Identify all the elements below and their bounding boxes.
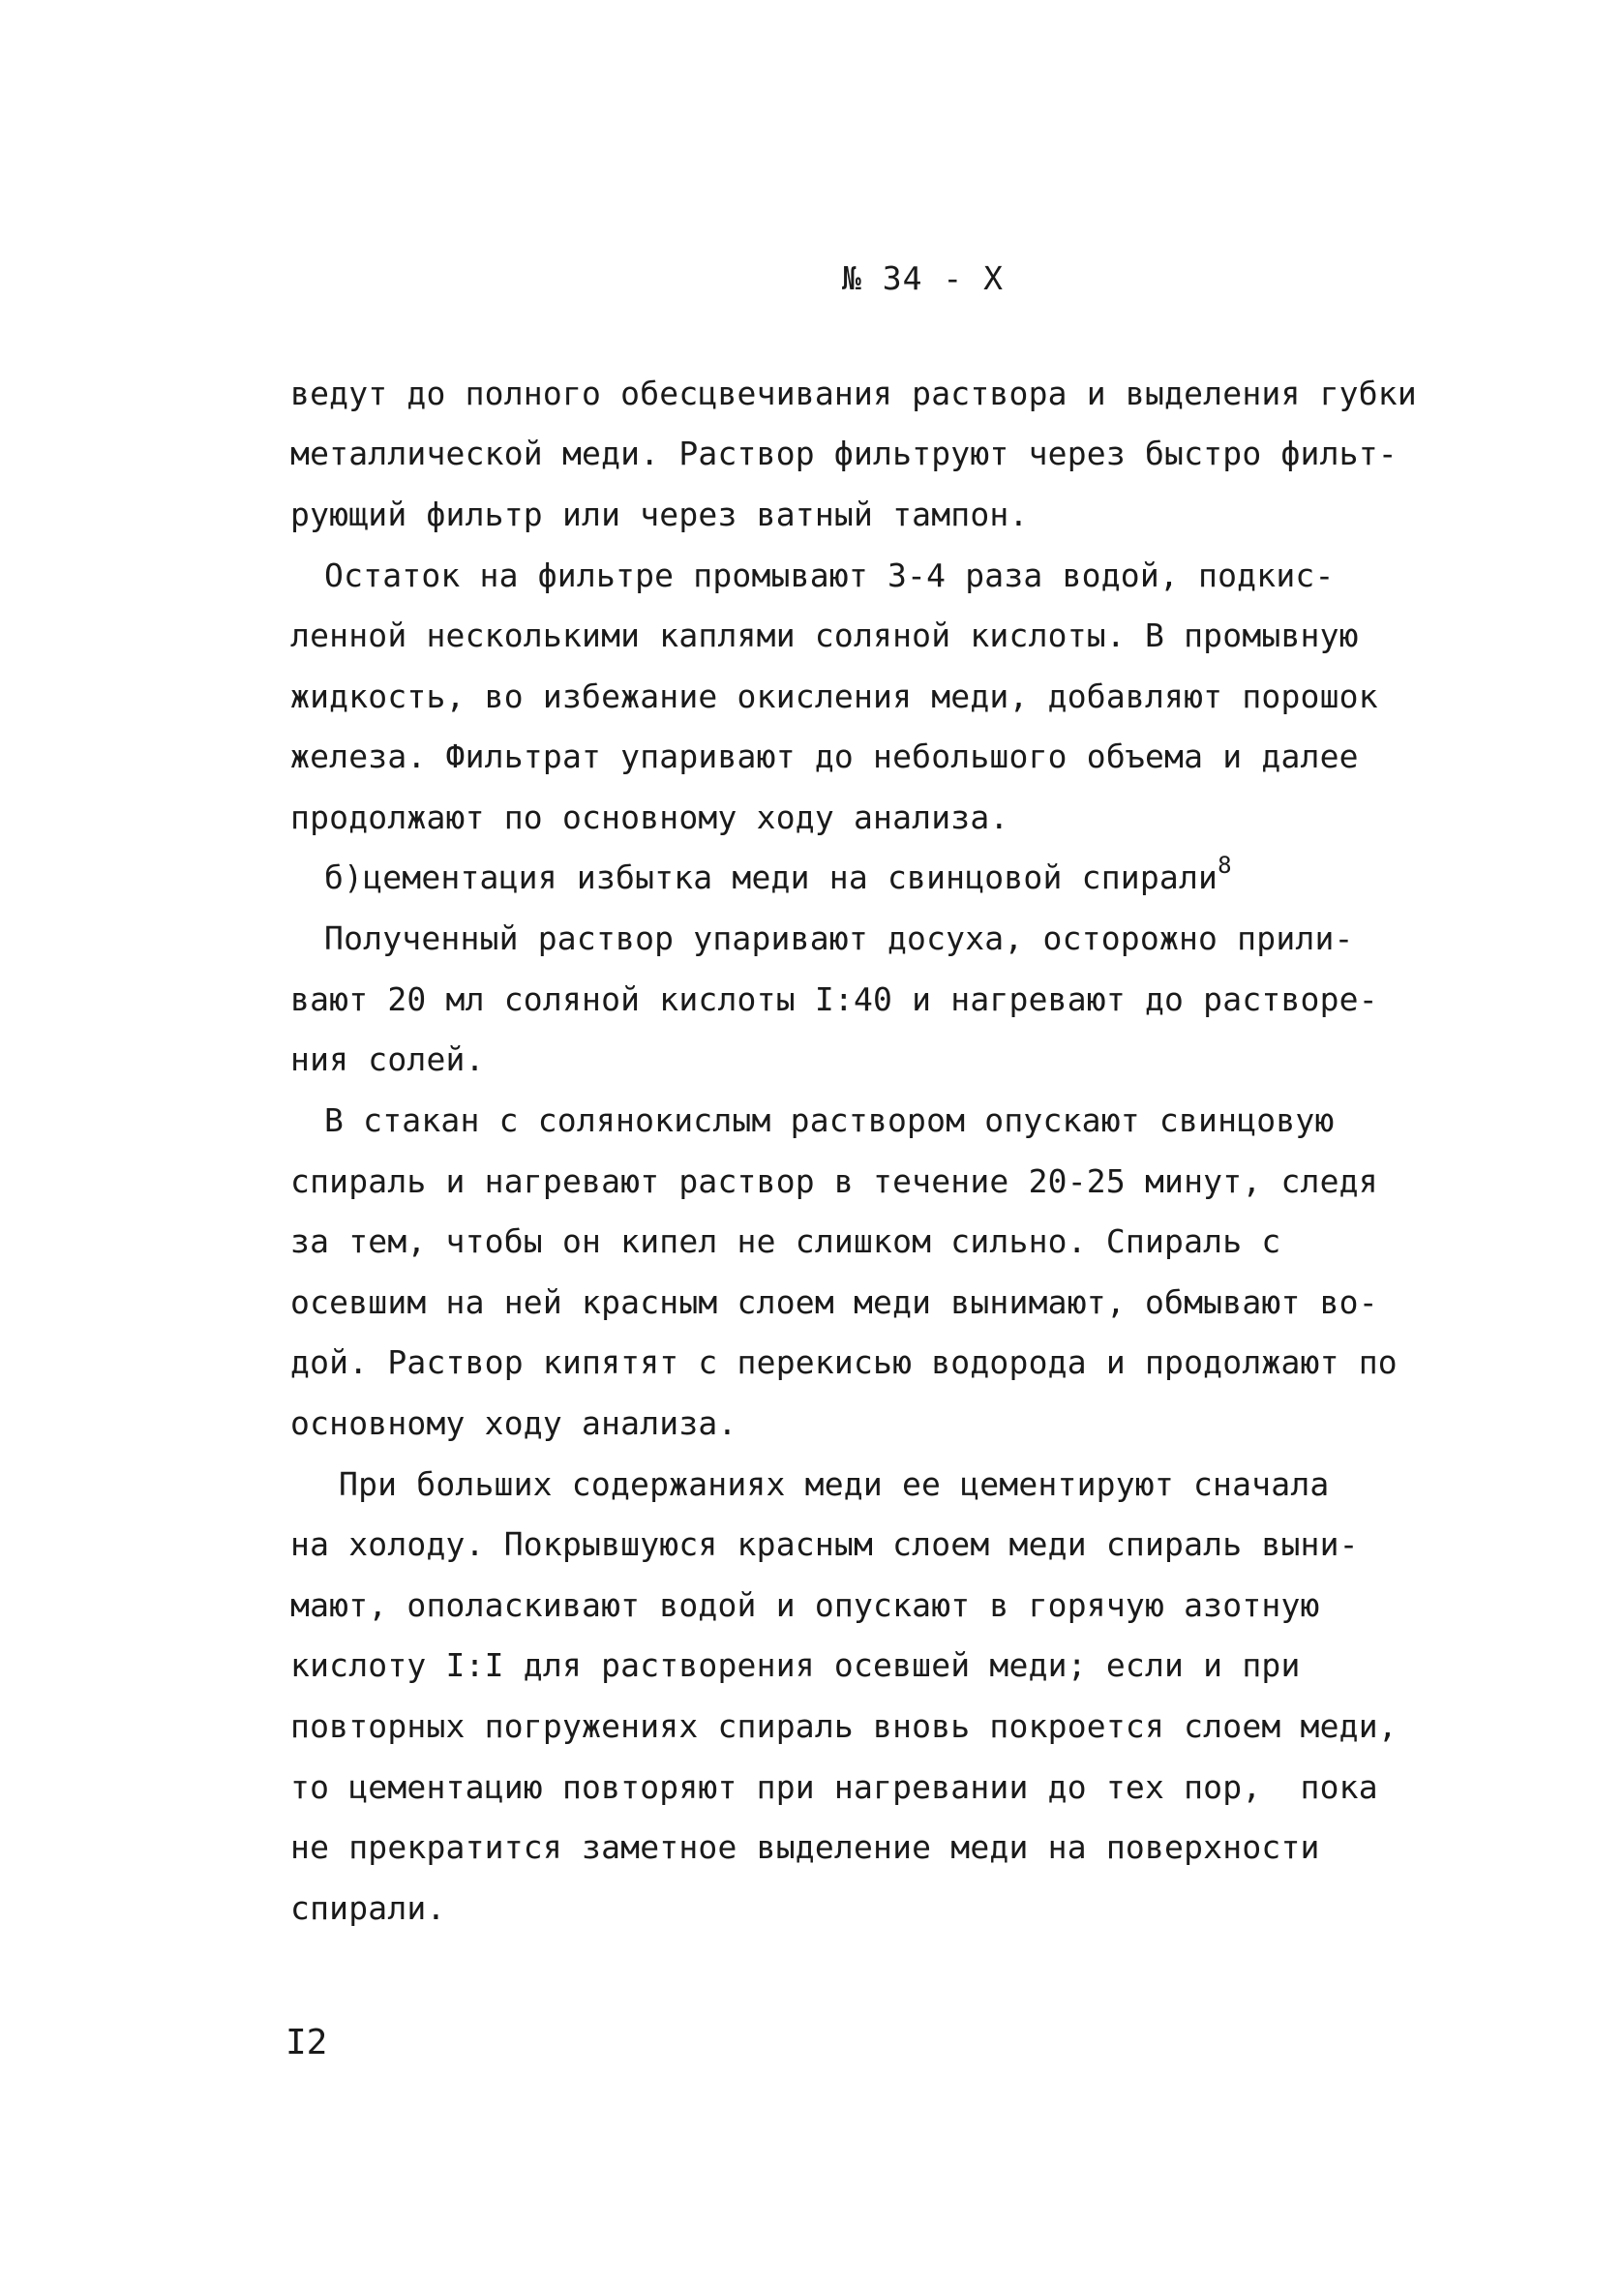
text-line: спирали. [290, 1889, 446, 1927]
footnote-mark: 8 [1218, 852, 1232, 879]
text-line: основному ходу анализа. [290, 1404, 737, 1442]
text-line: железа. Фильтрат упаривают до небольшого объема и далее [290, 737, 1359, 775]
text-line: вают 20 мл соляной кислоты I:40 и нагревают до растворе- [290, 980, 1378, 1018]
text-line: ведут до полного обесцвечивания раствора и выделения губки [290, 375, 1417, 412]
text-line: металлической меди. Раствор фильтруют через быстро фильт- [290, 435, 1398, 472]
paragraph-start-line: Полученный раствор упаривают досуха, осторожно прили- [324, 919, 1354, 957]
text-line: мают, ополаскивают водой и опускают в горячую азотную [290, 1586, 1320, 1624]
text-line: дой. Раствор кипятят с перекисью водорода и продолжают по [290, 1343, 1398, 1381]
text-line: кислоту I:I для растворения осевшей меди; если и при [290, 1646, 1301, 1684]
paragraph-start-line: В стакан с солянокислым раствором опускают свинцовую [324, 1101, 1335, 1139]
text-line: спираль и нагревают раствор в течение 20-25 минут, следя [290, 1162, 1378, 1200]
document-number-header: № 34 - Х [842, 259, 1004, 297]
subsection-heading-text: б)цементация избытка меди на свинцовой спирали [324, 858, 1218, 896]
paragraph-start-line: При больших содержаниях меди ее цементируют сначала [339, 1465, 1330, 1503]
text-line: не прекратится заметное выделение меди на поверхности [290, 1828, 1320, 1866]
text-line: ния солей. [290, 1040, 485, 1078]
subsection-heading [324, 852, 1232, 896]
text-line: ленной несколькими каплями соляной кислоты. В промывную [290, 617, 1359, 654]
text-line: осевшим на ней красным слоем меди вынимают, обмывают во- [290, 1283, 1378, 1321]
text-line: на холоду. Покрывшуюся красным слоем меди спираль выни- [290, 1525, 1359, 1563]
text-line: за тем, чтобы он кипел не слишком сильно. Спираль с [290, 1222, 1281, 1260]
paragraph-start-line: Остаток на фильтре промывают 3-4 раза водой, подкис- [324, 556, 1335, 594]
text-line: рующий фильтр или через ватный тампон. [290, 496, 1029, 533]
text-line: продолжают по основному ходу анализа. [290, 798, 1009, 836]
text-line: то цементацию повторяют при нагревании до тех пор, пока [290, 1768, 1378, 1806]
text-line: жидкость, во избежание окисления меди, добавляют порошок [290, 677, 1378, 715]
text-line: повторных погружениях спираль вновь покроется слоем меди, [290, 1707, 1398, 1745]
page-number: I2 [286, 2023, 328, 2062]
